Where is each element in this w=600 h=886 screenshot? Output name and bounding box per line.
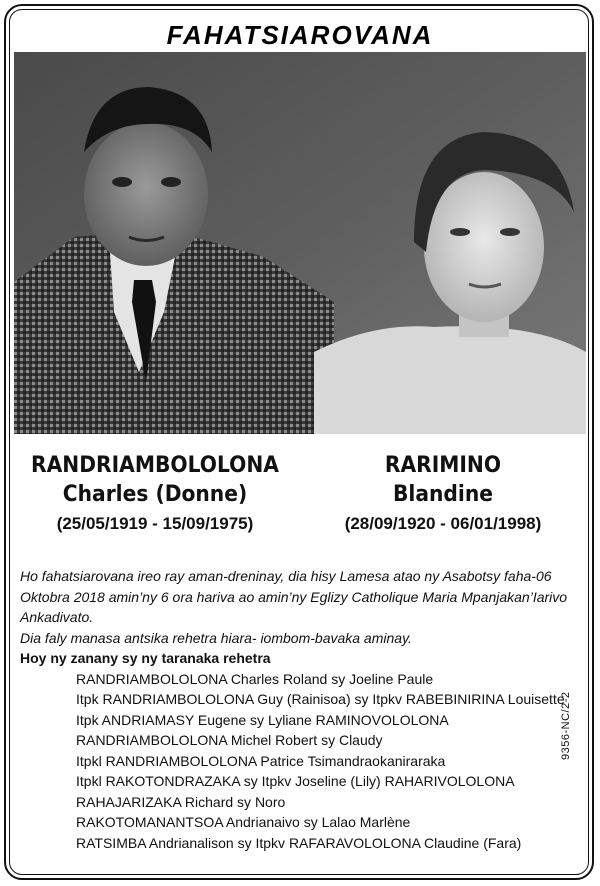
family-member: RANDRIAMBOLOLONA Charles Roland sy Joeline Paule (76, 670, 434, 687)
family-member: RAKOTOMANANTSOA Andrianaivo sy Lalao Marlène (76, 814, 411, 830)
family-member: Itpkl RANDRIAMBOLOLONA Patrice Tsimandraokaniraraka (76, 752, 446, 769)
couple-photo (14, 52, 586, 434)
right-dates: (28/09/1920 - 06/01/1998) (344, 514, 542, 533)
family-member: RAHAJARIZAKA Richard sy Noro (76, 793, 286, 810)
family-heading: Hoy ny zanany sy ny taranaka rehetra (20, 650, 271, 666)
family-member: Itpk RANDRIAMBOLOLONA Guy (Rainisoa) sy Itpkv RABEBINIRINA Louisette (76, 691, 565, 707)
announcement-paragraph: Ho fahatsiarovana ireo ray aman-dreninay, dia hisy Lamesa atao ny Asabotsy faha-06 Oktobra 2018 amin’ny 6 ora hariva ao amin’ny Eglizy Catholique Maria Mpanjakan’Iarivo Ankadivato. (20, 568, 568, 625)
family-member: Itpk ANDRIAMASY Eugene sy Lyliane RAMINOVOLOLONA (76, 711, 449, 728)
right-surname: RARIMINO (384, 453, 502, 478)
left-dates: (25/05/1919 - 15/09/1975) (56, 514, 254, 533)
family-member: Itpkl RAKOTONDRAZAKA sy Itpkv Joseline (Lily) RAHARIVOLOLONA (76, 773, 515, 789)
left-person (10, 452, 300, 538)
invitation-paragraph: Dia faly manasa antsika rehetra hiara- iombom-bavaka aminay. (20, 629, 412, 646)
reference-code: 9356-NC/2-2 (560, 691, 572, 760)
page-title: FAHATSIAROVANA (166, 20, 434, 50)
announcement-body (20, 566, 586, 853)
family-member: RANDRIAMBOLOLONA Michel Robert sy Claudy (76, 732, 383, 748)
right-given-name: Blandine (392, 482, 493, 507)
left-surname: RANDRIAMBOLOLONA (31, 453, 279, 478)
left-given-name: Charles (Donne) (62, 482, 248, 507)
family-list (20, 669, 586, 854)
right-person (298, 452, 588, 538)
family-member: RATSIMBA Andrianalison sy Itpkv RAFARAVOLOLONA Claudine (Fara) (76, 834, 522, 851)
